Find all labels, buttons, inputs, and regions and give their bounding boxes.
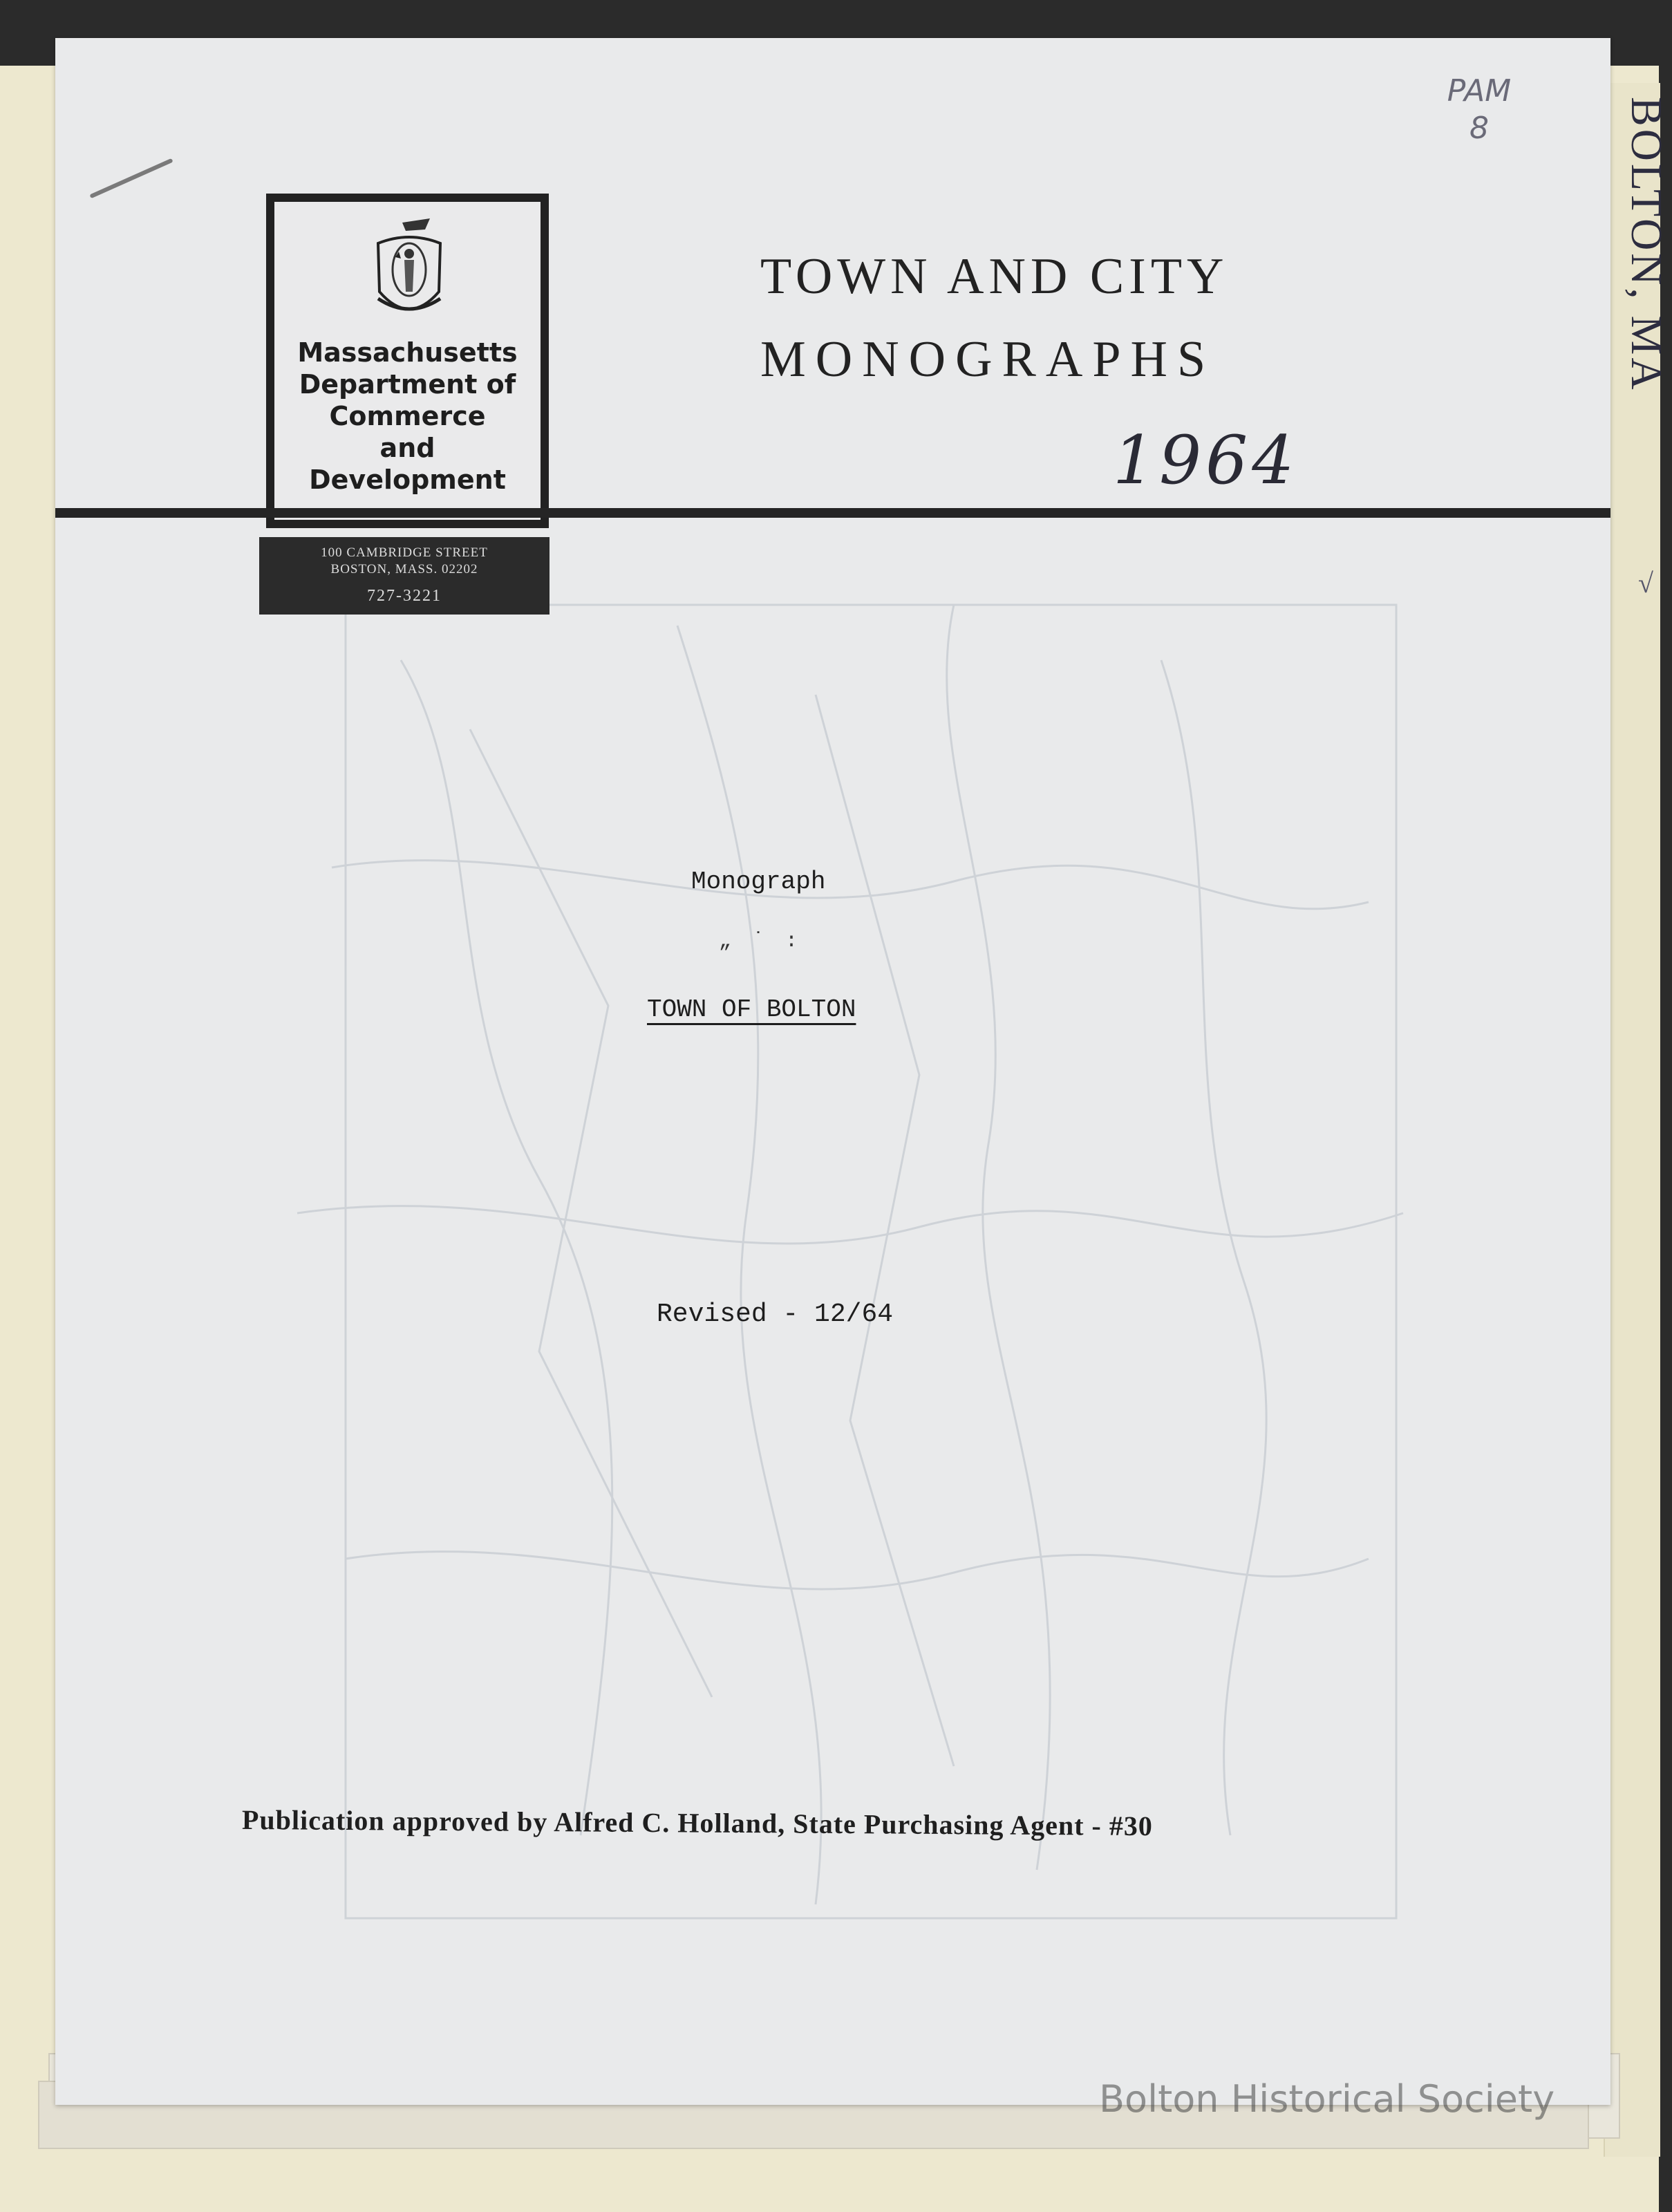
note-line-1: PAM [1447, 73, 1512, 109]
massachusetts-seal-icon [364, 216, 454, 333]
folder-tab [1604, 83, 1660, 2157]
town-name: TOWN OF BOLTON [647, 995, 856, 1024]
dept-line: Development [309, 465, 506, 495]
title-line-2: MONOGRAPHS [760, 331, 1216, 388]
address-street: 100 CAMBRIDGE STREET [321, 545, 488, 560]
handwritten-catalog-note [1424, 73, 1534, 147]
page-title [760, 235, 1382, 401]
handwritten-year: 1964 [1113, 422, 1299, 499]
dept-line: Massachusetts [297, 337, 518, 368]
address-block [259, 537, 549, 615]
folder-tab-label: BOLTON, MA [1622, 97, 1671, 393]
department-name [274, 337, 541, 496]
header-rule [55, 508, 1610, 518]
watermark: Bolton Historical Society [1099, 2077, 1555, 2121]
folder-check-mark: √ [1638, 568, 1653, 599]
dept-line: Commerce [329, 401, 486, 431]
revision-date: Revised - 12/64 [657, 1300, 894, 1329]
address-city: BOSTON, MASS. 02202 [330, 562, 478, 577]
note-line-2: 8 [1469, 111, 1489, 146]
document-page [55, 38, 1610, 2105]
address-phone: 727-3221 [367, 587, 442, 605]
dept-line: and [379, 433, 435, 463]
department-logo [266, 194, 549, 528]
title-line-1: TOWN AND CITY [760, 248, 1229, 305]
dept-line: Department of [299, 369, 516, 400]
approval-statement: Publication approved by Alfred C. Holland, State Purchasing Agent - #30 [241, 1803, 1153, 1842]
typed-marks: „ ˙ : [719, 930, 802, 953]
monograph-label: Monograph [691, 868, 826, 896]
